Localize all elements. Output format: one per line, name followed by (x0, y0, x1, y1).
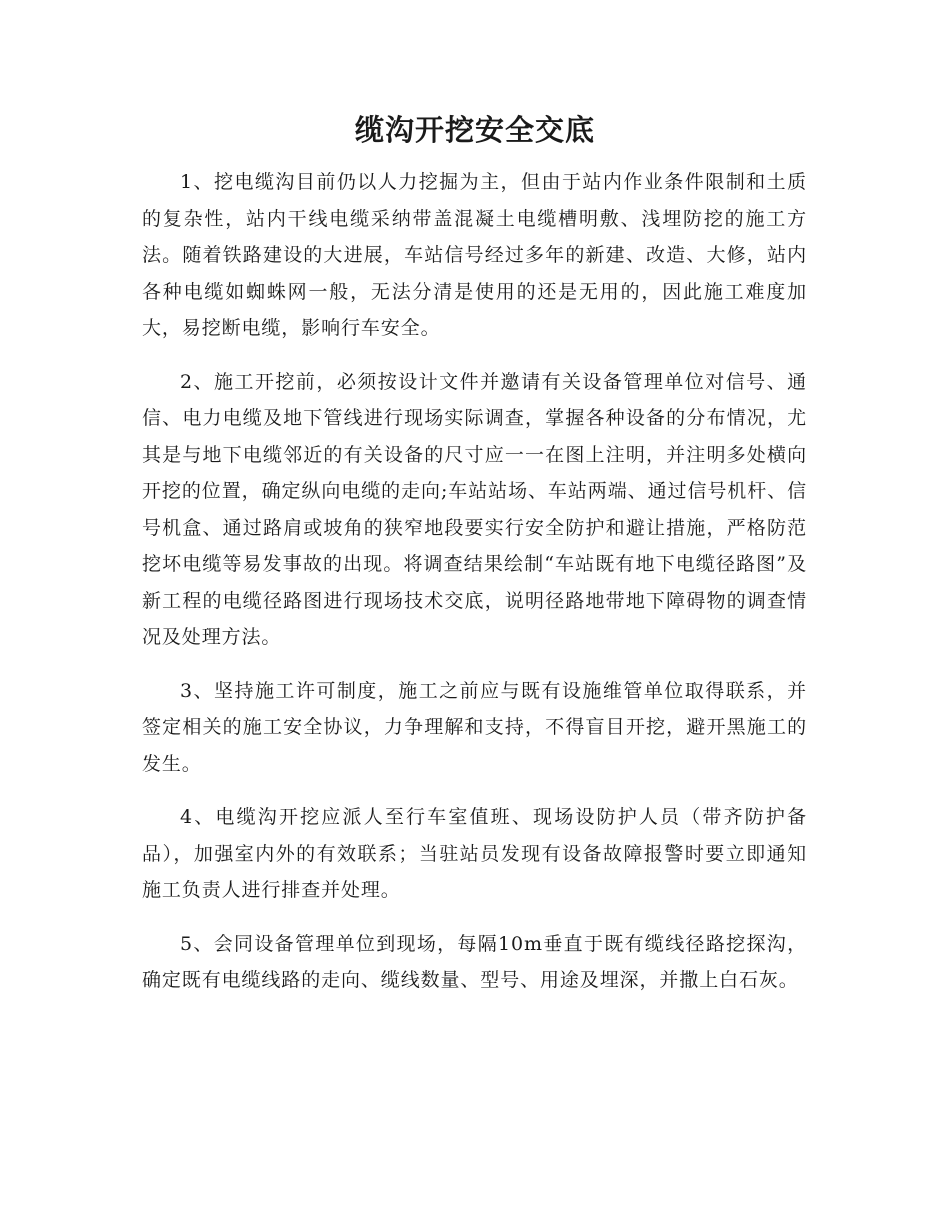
paragraph-5: 5、会同设备管理单位到现场，每隔10m垂直于既有缆线径路挖探沟，确定既有电缆线路的走向、缆线数量、型号、用途及埋深，并撒上白石灰。 (142, 932, 807, 991)
document-body (142, 164, 807, 1016)
paragraph-1: 1、挖电缆沟目前仍以人力挖掘为主，但由于站内作业条件限制和土质的复杂性，站内干线电缆采纳带盖混凝土电缆槽明敷、浅埋防挖的施工方法。随着铁路建设的大进展，车站信号经过多年的新建、改造、大修，站内各种电缆如蜘蛛网一般，无法分清是使用的还是无用的，因此施工难度加大，易挖断电缆，影响行车安全。 (142, 171, 807, 339)
paragraph-3: 3、坚持施工许可制度，施工之前应与既有设施维管单位取得联系，并签定相关的施工安全协议，力争理解和支持，不得盲目开挖，避开黑施工的发生。 (142, 679, 807, 775)
paragraph-4: 4、电缆沟开挖应派人至行车室值班、现场设防护人员（带齐防护备品），加强室内外的有效联系；当驻站员发现有设备故障报警时要立即通知施工负责人进行排查并处理。 (142, 806, 807, 901)
paragraph-2: 2、施工开挖前，必须按设计文件并邀请有关设备管理单位对信号、通信、电力电缆及地下管线进行现场实际调查，掌握各种设备的分布情况，尤其是与地下电缆邻近的有关设备的尺寸应一一在图上注明，并注明多处横向开挖的位置，确定纵向电缆的走向;车站站场、车站两端、通过信号机杆、信号机盒、通过路肩或坡角的狭窄地段要实行安全防护和避让措施，严格防范挖坏电缆等易发事故的出现。将调查结果绘制“车站既有地下电缆径路图”及新工程的电缆径路图进行现场技术交底，说明径路地带地下障碍物的调查情况及处理方法。 (142, 370, 807, 648)
document-title: 缆沟开挖安全交底 (354, 113, 595, 147)
